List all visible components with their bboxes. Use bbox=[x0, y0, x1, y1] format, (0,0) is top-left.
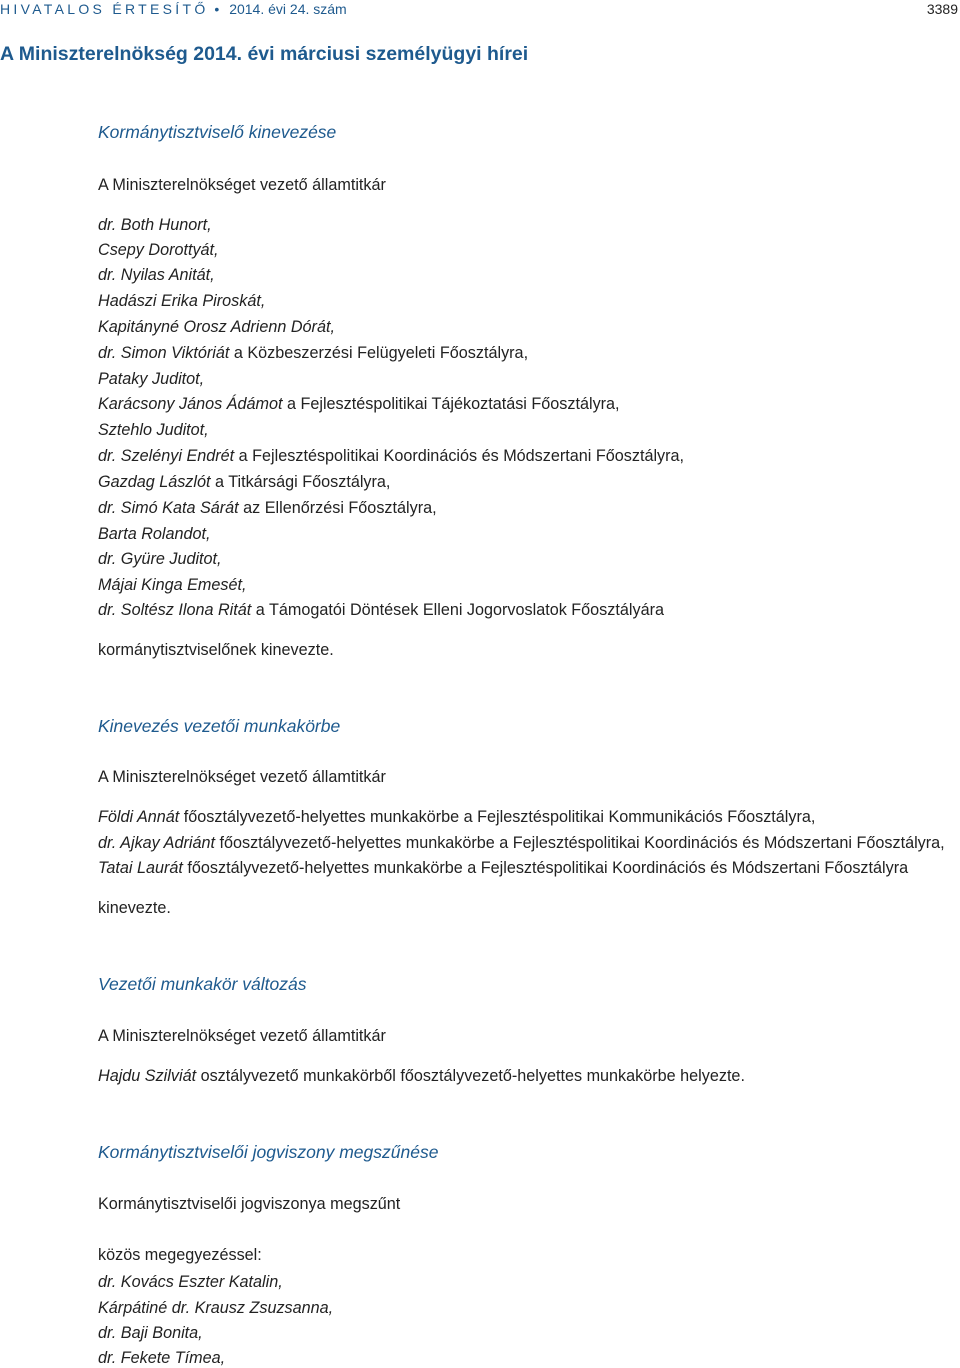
list-item bbox=[98, 394, 620, 414]
list-item bbox=[98, 420, 209, 440]
assignment-text: főosztályvezető-helyettes munkakörbe a Fejlesztéspolitikai Koordinációs és Módszertani Főosztályra, bbox=[214, 834, 945, 852]
list-item bbox=[98, 807, 815, 827]
assignment-text: a Fejlesztéspolitikai Koordinációs és Módszertani Főosztályra, bbox=[234, 447, 685, 465]
person-name: dr. Simó Kata Sárát bbox=[98, 499, 239, 517]
list-item bbox=[98, 472, 390, 492]
page-title: A Miniszterelnökség 2014. évi márciusi személyügyi hírei bbox=[0, 43, 529, 65]
list-item bbox=[98, 446, 684, 466]
assignment-text: az Ellenőrzési Főosztályra, bbox=[238, 499, 437, 517]
person-name: Hajdu Szilviát bbox=[98, 1067, 197, 1085]
section-title: Kinevezés vezetői munkakörbe bbox=[98, 716, 341, 736]
assignment-text: a Közbeszerzési Felügyeleti Főosztályra, bbox=[229, 344, 529, 362]
closing-text: kormánytisztviselőnek kinevezte. bbox=[98, 641, 334, 659]
authority-line: Kormánytisztviselői jogviszonya megszűnt bbox=[98, 1195, 401, 1213]
list-item bbox=[98, 1348, 225, 1368]
person-name: dr. Soltész Ilona Ritát bbox=[98, 601, 252, 619]
section-title: Vezetői munkakör változás bbox=[98, 974, 307, 994]
running-head bbox=[0, 0, 347, 18]
person-name: Gazdag Lászlót bbox=[98, 473, 211, 491]
list-item bbox=[98, 549, 222, 569]
person-name: dr. Simon Viktóriát bbox=[98, 344, 230, 362]
person-name: Csepy Dorottyát, bbox=[98, 241, 219, 259]
list-item bbox=[98, 291, 265, 311]
section-title: Kormánytisztviselői jogviszony megszűnése bbox=[98, 1142, 439, 1162]
person-name: Hadászi Erika Piroskát, bbox=[98, 292, 266, 310]
person-name: dr. Fekete Tímea, bbox=[98, 1349, 226, 1367]
assignment-text: a Titkársági Főosztályra, bbox=[210, 473, 391, 491]
assignment-text: főosztályvezető-helyettes munkakörbe a Fejlesztéspolitikai Koordinációs és Módszertani Főosztályra bbox=[182, 859, 909, 877]
list-item bbox=[98, 1323, 203, 1343]
list-item bbox=[98, 240, 219, 260]
person-name: Sztehlo Juditot, bbox=[98, 421, 209, 439]
publication-name: HIVATALOS ÉRTESÍTŐ bbox=[0, 1, 209, 17]
person-name: Májai Kinga Emesét, bbox=[98, 576, 247, 594]
person-name: dr. Kovács Eszter Katalin, bbox=[98, 1273, 283, 1291]
list-item bbox=[98, 858, 908, 878]
person-name: Kárpátiné dr. Krausz Zsuzsanna, bbox=[98, 1299, 334, 1317]
list-item bbox=[98, 1066, 745, 1086]
person-name: Karácsony János Ádámot bbox=[98, 395, 283, 413]
authority-line: A Miniszterelnökséget vezető államtitkár bbox=[98, 768, 386, 786]
person-name: Barta Rolandot, bbox=[98, 525, 211, 543]
assignment-text: főosztályvezető-helyettes munkakörbe a Fejlesztéspolitikai Kommunikációs Főosztályra, bbox=[179, 808, 816, 826]
page-number: 3389 bbox=[926, 1, 958, 17]
issue-label: 2014. évi 24. szám bbox=[229, 1, 347, 17]
person-name: Tatai Laurát bbox=[98, 859, 183, 877]
person-name: dr. Nyilas Anitát, bbox=[98, 266, 215, 284]
list-item bbox=[98, 833, 945, 853]
authority-line: A Miniszterelnökséget vezető államtitkár bbox=[98, 1027, 386, 1045]
person-name: Földi Annát bbox=[98, 808, 180, 826]
closing-text: kinevezte. bbox=[98, 899, 171, 917]
list-item bbox=[98, 524, 210, 544]
assignment-text: a Fejlesztéspolitikai Tájékoztatási Főosztályra, bbox=[282, 395, 620, 413]
running-header bbox=[0, 0, 960, 20]
list-item bbox=[98, 215, 212, 235]
assignment-text: osztályvezető munkakörből főosztályvezető-helyettes munkakörbe helyezte. bbox=[196, 1067, 745, 1085]
person-name: dr. Both Hunort, bbox=[98, 216, 212, 234]
list-item bbox=[98, 369, 204, 389]
person-name: Pataky Juditot, bbox=[98, 370, 205, 388]
list-item bbox=[98, 1298, 333, 1318]
subheading: közös megegyezéssel: bbox=[98, 1246, 262, 1264]
list-item bbox=[98, 498, 437, 518]
list-item bbox=[98, 265, 215, 285]
list-item bbox=[98, 317, 335, 337]
bullet-separator: • bbox=[214, 1, 220, 17]
list-item bbox=[98, 1272, 283, 1292]
person-name: Kapitányné Orosz Adrienn Dórát, bbox=[98, 318, 335, 336]
person-name: dr. Baji Bonita, bbox=[98, 1324, 203, 1342]
list-item bbox=[98, 343, 528, 363]
person-name: dr. Szelényi Endrét bbox=[98, 447, 235, 465]
assignment-text: a Támogatói Döntések Elleni Jogorvoslatok Főosztályára bbox=[251, 601, 664, 619]
list-item bbox=[98, 600, 664, 620]
list-item bbox=[98, 575, 246, 595]
authority-line: A Miniszterelnökséget vezető államtitkár bbox=[98, 176, 386, 194]
person-name: dr. Gyüre Juditot, bbox=[98, 550, 222, 568]
section-title: Kormánytisztviselő kinevezése bbox=[98, 122, 337, 142]
person-name: dr. Ajkay Adriánt bbox=[98, 834, 215, 852]
